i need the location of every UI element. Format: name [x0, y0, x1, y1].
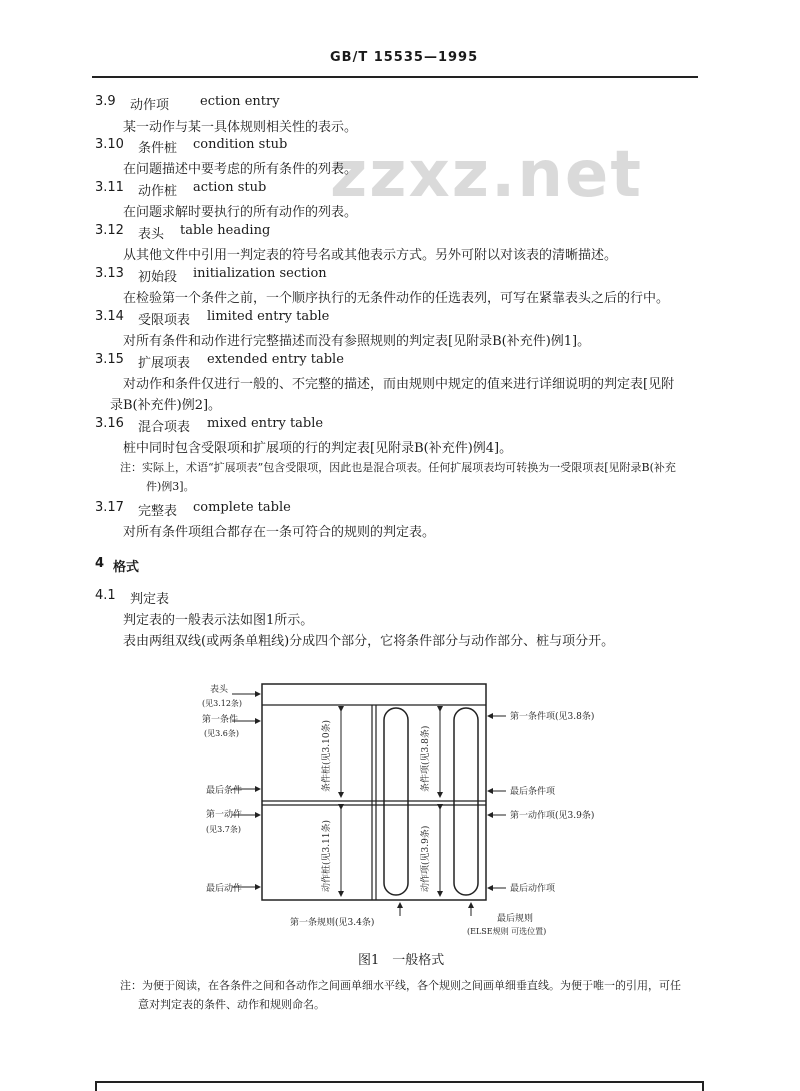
label-heading: 表头 [210, 685, 229, 695]
label-action-stub: 动作桩(见3.11条) [322, 819, 332, 892]
clause-number: 3.16 [95, 416, 124, 431]
watermark: zzxz.net [330, 138, 643, 212]
subsection-number: 4.1 [95, 588, 116, 603]
clause-definition-continued: 录B(补充件)例2]。 [110, 398, 222, 413]
clause-definition: 在问题求解时要执行的所有动作的列表。 [123, 205, 358, 220]
clause-number: 3.11 [95, 180, 124, 195]
clause-term: 混合项表 [138, 420, 191, 435]
clause-definition: 对动作和条件仅进行一般的、不完整的描述，而由规则中规定的值来进行详细说明的判定表[见附 [123, 377, 675, 392]
clause-number: 3.14 [95, 309, 124, 324]
clause-term: 受限项表 [138, 313, 191, 328]
clause-note: 注：实际上，术语“扩展项表”包含受限项，因此也是混合项表。任何扩展项表均可转换为一受限项表[见附录B(补充 [120, 461, 676, 474]
table-frame [262, 684, 486, 900]
label-last-condition: 最后条件 [206, 786, 243, 796]
section-number: 4 [95, 556, 105, 571]
clause-term-en: table heading [180, 223, 271, 238]
label-condition-stub: 条件桩(见3.10条) [322, 719, 332, 792]
clause-term: 动作项 [130, 98, 170, 113]
clause-number: 3.15 [95, 352, 124, 367]
footnote: 注：为便于阅读，在各条件之间和各动作之间画单细水平线，各个规则之间画单细垂直线。为便于唯一的引用，可任 [120, 979, 681, 992]
clause-definition: 对所有条件项组合都存在一条可符合的规则的判定表。 [123, 525, 436, 540]
label-first-action: 第一动作 [206, 810, 243, 820]
clause-term: 条件桩 [138, 141, 178, 156]
clause-term: 扩展项表 [138, 356, 191, 371]
clause-number: 3.12 [95, 223, 124, 238]
label-action-entry: 动作项(见3.9条) [421, 825, 431, 892]
label-first-condition-entry: 第一条件项(见3.8条) [510, 712, 595, 722]
clause-term: 初始段 [138, 270, 178, 285]
clause-number: 3.17 [95, 500, 124, 515]
clause-term-en: limited entry table [207, 309, 330, 324]
bottom-frame-top [95, 1081, 703, 1083]
bottom-frame-right [702, 1081, 704, 1091]
clause-number: 3.9 [95, 94, 116, 109]
label-heading-ref: (见3.12条) [202, 699, 243, 708]
standard-code: GB/T 15535—1995 [330, 50, 479, 65]
label-last-rule: 最后规则 [497, 914, 534, 924]
label-last-action-entry: 最后动作项 [510, 884, 556, 894]
clause-term-en: mixed entry table [207, 416, 324, 431]
bottom-frame-left [95, 1081, 97, 1091]
clause-term-en: extended entry table [207, 352, 344, 367]
clause-term-en: complete table [193, 500, 291, 515]
clause-term-en: ection entry [200, 94, 280, 109]
footnote-continued: 意对判定表的条件、动作和规则命名。 [138, 998, 325, 1011]
label-last-rule-note: (ELSE规则 可选位置) [467, 927, 547, 936]
clause-note-continued: 件)例3]。 [146, 480, 195, 493]
paragraph: 判定表的一般表示法如图1所示。 [123, 613, 314, 628]
label-last-condition-entry: 最后条件项 [510, 787, 556, 797]
section-title: 格式 [113, 560, 140, 575]
clause-definition: 某一动作与某一具体规则相关性的表示。 [123, 120, 358, 135]
clause-number: 3.10 [95, 137, 124, 152]
paragraph: 表由两组双线(或两条单粗线)分成四个部分，它将条件部分与动作部分、桩与项分开。 [123, 634, 615, 649]
label-first-condition: 第一条件 [202, 715, 239, 725]
label-condition-entry: 条件项(见3.8条) [421, 725, 431, 792]
clause-definition: 对所有条件和动作进行完整描述而没有参照规则的判定表[见附录B(补充件)例1]。 [123, 334, 591, 349]
clause-term-en: action stub [193, 180, 267, 195]
label-first-rule: 第一条规则(见3.4条) [290, 918, 375, 928]
clause-definition: 桩中同时包含受限项和扩展项的行的判定表[见附录B(补充件)例4]。 [123, 441, 513, 456]
label-last-action: 最后动作 [206, 884, 243, 894]
clause-definition: 在问题描述中要考虑的所有条件的列表。 [123, 162, 358, 177]
label-first-condition-ref: (见3.6条) [204, 729, 239, 738]
clause-definition: 从其他文件中引用一判定表的符号名或其他表示方式。另外可附以对该表的清晰描述。 [123, 248, 618, 263]
clause-term: 完整表 [138, 504, 178, 519]
clause-definition: 在检验第一个条件之前，一个顺序执行的无条件动作的任选表列，可写在紧靠表头之后的行中。 [123, 291, 670, 306]
label-first-action-ref: (见3.7条) [206, 825, 241, 834]
clause-term-en: initialization section [193, 266, 327, 281]
clause-number: 3.13 [95, 266, 124, 281]
figure-caption: 图1 一般格式 [358, 953, 445, 968]
clause-term: 表头 [138, 227, 165, 242]
subsection-title: 判定表 [130, 592, 170, 607]
clause-term-en: condition stub [193, 137, 288, 152]
clause-term: 动作桩 [138, 184, 178, 199]
label-first-action-entry: 第一动作项(见3.9条) [510, 811, 595, 821]
